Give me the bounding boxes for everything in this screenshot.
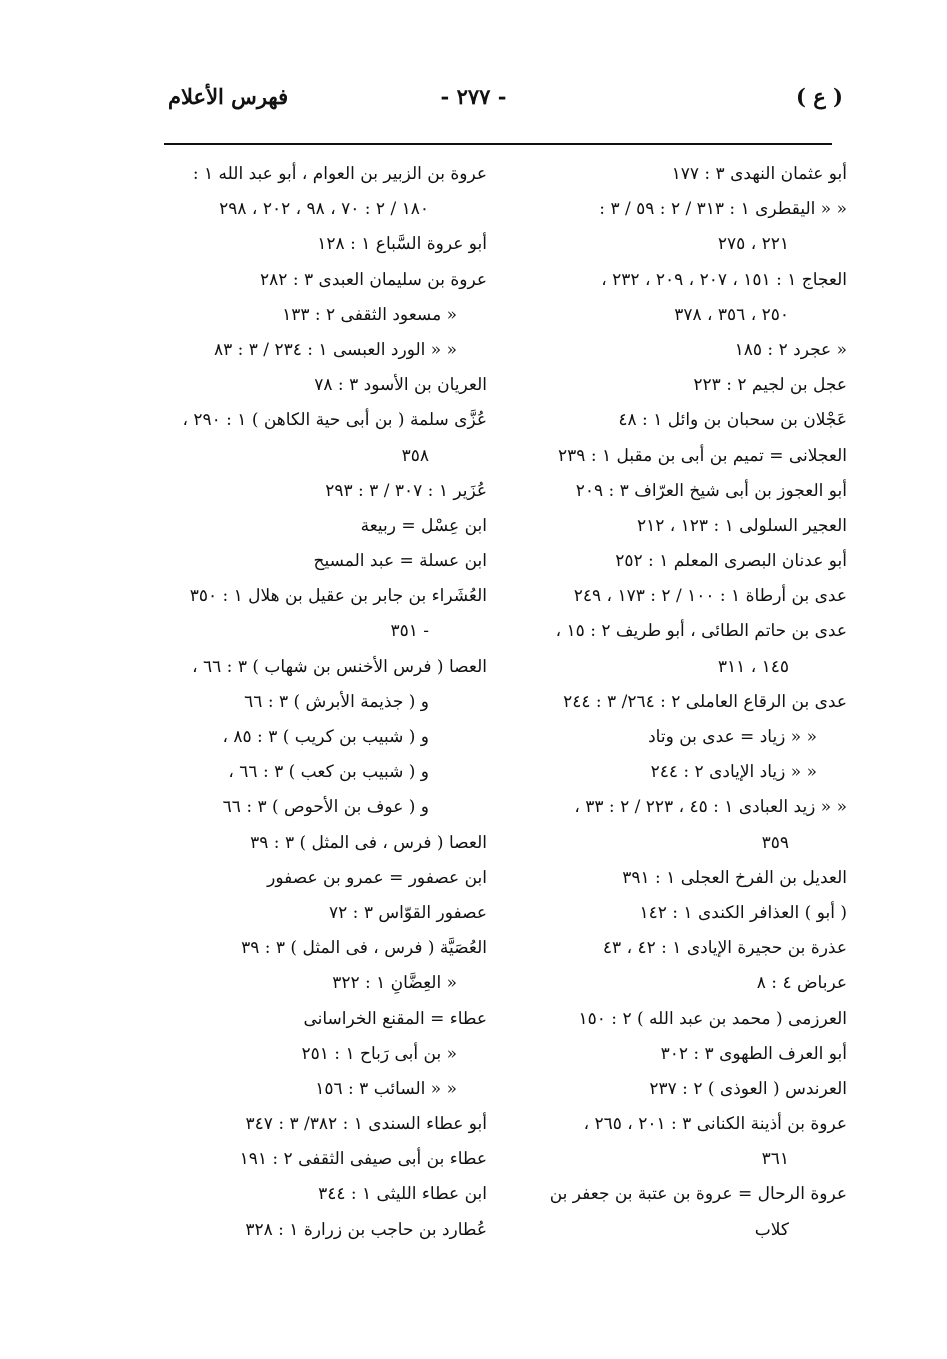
index-entry: و ( شبيب بن كعب ) ٣ : ٦٦ ، bbox=[228, 762, 429, 783]
index-entry: « مسعود الثقفى ٢ : ١٣٣ bbox=[282, 304, 457, 325]
index-entry-continuation: ١٨٠ / ٢ : ٧٠ ، ٩٨ ، ٢٠٢ ، ٢٩٨ bbox=[219, 199, 429, 220]
index-entry: العجاج ١ : ١٥١ ، ٢٠٧ ، ٢٠٩ ، ٢٣٢ ، bbox=[601, 269, 847, 290]
index-entry: عدى بن الرقاع العاملى ٢ : ٢٦٤/ ٣ : ٢٤٤ bbox=[563, 691, 847, 712]
index-title: فهرس الأعلام bbox=[168, 84, 289, 109]
index-entry: « « الورد العبسى ١ : ٢٣٤ / ٣ : ٨٣ bbox=[213, 339, 457, 360]
index-entry: العجلانى = تميم بن أبى بن مقبل ١ : ٢٣٩ bbox=[558, 445, 847, 466]
index-entry: العُشَراء بن جابر بن عقيل بن هلال ١ : ٣٥٠ bbox=[189, 586, 487, 607]
index-entry: عروة بن سليمان العبدى ٣ : ٢٨٢ bbox=[260, 269, 487, 290]
index-entry: و ( جذيمة الأبرش ) ٣ : ٦٦ bbox=[244, 691, 429, 712]
index-entry: العجير السلولى ١ : ١٢٣ ، ٢١٢ bbox=[636, 515, 847, 536]
index-entry: عُزَّى سلمة ( بن أبى حية الكاهن ) ١ : ٢٩٠ ، bbox=[182, 410, 487, 431]
index-entry: العرزمى ( محمد بن عبد الله ) ٢ : ١٥٠ bbox=[578, 1008, 847, 1029]
index-entry: أبو العرف الطهوى ٣ : ٣٠٢ bbox=[660, 1043, 847, 1064]
index-entry: « « السائب ٣ : ١٥٦ bbox=[315, 1078, 457, 1099]
index-entry: ابن عصفور = عمرو بن عصفور bbox=[267, 867, 487, 888]
index-entry: العديل بن الفرخ العجلى ١ : ٣٩١ bbox=[622, 867, 847, 888]
index-entry: عطاء = المقنع الخراسانى bbox=[303, 1008, 487, 1029]
index-entry: عصفور القوّاس ٣ : ٧٢ bbox=[329, 902, 487, 923]
index-entry: ابن عِسْل = ربيعة bbox=[360, 515, 487, 536]
index-entry: العصا ( فرس ، فى المثل ) ٣ : ٣٩ bbox=[250, 832, 487, 853]
index-entry: عذرة بن حجيرة الإيادى ١ : ٤٢ ، ٤٣ bbox=[602, 938, 847, 959]
index-entry: « بن أبى رَباح ١ : ٢٥١ bbox=[301, 1043, 457, 1064]
index-entry: عدى بن حاتم الطائى ، أبو طريف ٢ : ١٥ ، bbox=[555, 621, 847, 642]
index-entry: عَجْلان بن سحبان بن وائل ١ : ٤٨ bbox=[618, 410, 847, 431]
index-entry: ابن عسلة = عبد المسيح bbox=[313, 551, 487, 572]
left-column bbox=[167, 157, 487, 1248]
index-entry-continuation: ٣٥٨ bbox=[401, 445, 429, 466]
index-entry-continuation: - ٣٥١ bbox=[390, 621, 429, 642]
index-entry: عجل بن لجيم ٢ : ٢٢٣ bbox=[693, 375, 847, 396]
index-entry: عُطارد بن حاجب بن زرارة ١ : ٣٢٨ bbox=[245, 1219, 487, 1240]
index-entry: أبو العجوز بن أبى شيخ العرّاف ٣ : ٢٠٩ bbox=[575, 480, 847, 501]
page-number: - ٢٧٧ - bbox=[440, 84, 507, 109]
right-column bbox=[537, 157, 847, 1248]
index-entry: العُصَيَّة ( فرس ، فى المثل ) ٣ : ٣٩ bbox=[241, 938, 487, 959]
index-entry: « « زياد = عدى بن وتاد bbox=[648, 727, 817, 747]
index-entry-continuation: ٣٥٩ bbox=[761, 832, 789, 853]
index-entry-continuation: ٣٦١ bbox=[761, 1149, 789, 1170]
index-entry: العريان بن الأسود ٣ : ٧٨ bbox=[314, 375, 487, 396]
index-entry: عروة بن الزبير بن العوام ، أبو عبد الله ١ : bbox=[192, 164, 487, 184]
index-entry-continuation: ٢٢١ ، ٢٧٥ bbox=[717, 234, 789, 255]
index-entry: أبو عروة السَّباع ١ : ١٢٨ bbox=[317, 234, 487, 255]
index-entry: العصا ( فرس الأخنس بن شهاب ) ٣ : ٦٦ ، bbox=[192, 656, 487, 677]
index-entry: أبو عثمان النهدى ٣ : ١٧٧ bbox=[671, 164, 847, 184]
index-entry: عدى بن أرطاة ١ : ١٠٠ / ٢ : ١٧٣ ، ٢٤٩ bbox=[573, 586, 847, 607]
index-entry: ( أبو ) العذافر الكندى ١ : ١٤٢ bbox=[639, 902, 847, 923]
index-entry: « « زيد العبادى ١ : ٤٥ ، ٢٢٣ / ٢ : ٣٣ ، bbox=[574, 797, 847, 818]
index-entry: عروة بن أذينة الكنانى ٣ : ٢٠١ ، ٢٦٥ ، bbox=[583, 1114, 847, 1135]
index-entry: عطاء بن أبى صيفى الثقفى ٢ : ١٩١ bbox=[239, 1149, 487, 1170]
index-entry-continuation: ١٤٥ ، ٣١١ bbox=[717, 656, 789, 677]
header-rule bbox=[164, 143, 832, 145]
index-entry: و ( شبيب بن كريب ) ٣ : ٨٥ ، bbox=[222, 727, 429, 747]
index-entry: عُزَير ١ : ٣٠٧ / ٣ : ٢٩٣ bbox=[325, 480, 487, 501]
index-entry: عروة الرحال = عروة بن عتبة بن جعفر بن bbox=[549, 1184, 847, 1205]
index-entry: أبو عدنان البصرى المعلم ١ : ٢٥٢ bbox=[615, 551, 847, 572]
index-entry: « « اليقطرى ١ : ٣١٣ / ٢ : ٥٩ / ٣ : bbox=[599, 199, 847, 220]
section-letter: ( ع ) bbox=[795, 84, 843, 109]
index-entry-continuation: كلاب bbox=[754, 1219, 789, 1240]
index-entry: « عجرد ٢ : ١٨٥ bbox=[734, 339, 847, 360]
index-entry: العرندس ( العوذى ) ٢ : ٢٣٧ bbox=[649, 1078, 847, 1099]
index-entry: « العِضَّانِ ١ : ٣٢٢ bbox=[332, 973, 457, 994]
index-entry: عرباض ٤ : ٨ bbox=[756, 973, 847, 994]
index-entry-continuation: ٢٥٠ ، ٣٥٦ ، ٣٧٨ bbox=[674, 304, 789, 325]
index-entry: و ( عوف بن الأحوص ) ٣ : ٦٦ bbox=[222, 797, 429, 818]
index-entry: أبو عطاء السندى ١ : ٣٨٢/ ٣ : ٣٤٧ bbox=[245, 1114, 487, 1135]
index-entry: ابن عطاء الليثى ١ : ٣٤٤ bbox=[318, 1184, 487, 1205]
index-entry: « « زياد الإيادى ٢ : ٢٤٤ bbox=[650, 762, 817, 783]
